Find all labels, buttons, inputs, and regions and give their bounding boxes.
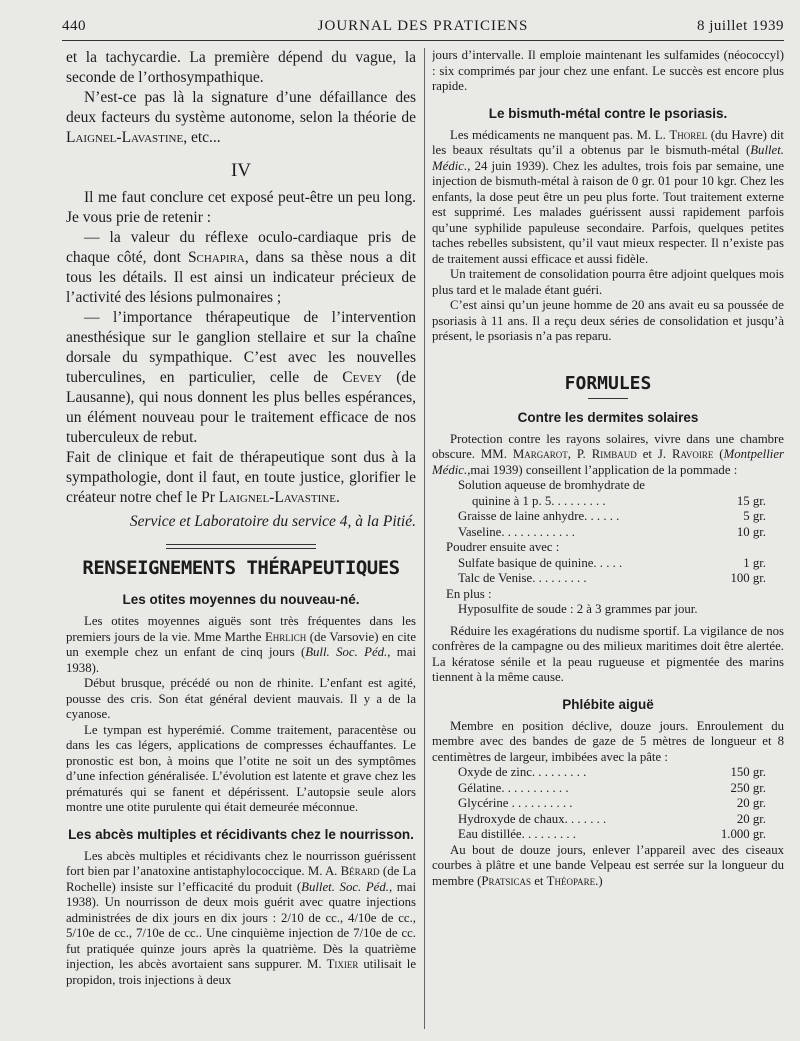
paragraph: — la valeur du réflexe oculo-cardiaque pris de chaque côté, dont Schapira, dans sa thèse nous a dit tous les détails. Il est ainsi un indicateur précieux de l’activité des lésions pulmonaires ; [66, 229, 416, 306]
signature-line: Service et Laboratoire du service 4, à la Pitié. [129, 513, 416, 530]
author-name: Bérard [340, 864, 380, 878]
double-rule [166, 544, 316, 549]
article-title: Les abcès multiples et récidivants chez le nourrisson. [68, 826, 414, 842]
instruction-line: Poudrer ensuite avec : [446, 540, 560, 554]
prescription-row: quinine à 1 p. 5. . . . . . . . . 15 gr. [472, 493, 766, 508]
paragraph: Fait de clinique et fait de thérapeutique sont dus à la sympathologie, dont il faut, en toute justice, glorifier le créateur notre chef le Pr Laignel-Lavastine. [66, 449, 416, 506]
paragraph: Les abcès multiples et récidivants chez le nourrisson guérissent fort bien par l’anatoxine antistaphylococcique. M. A. Bérard (de La Rochelle) insiste sur l’efficacité du produit (Bullet. Soc. Péd., mai 1938). Un nourrisson de deux mois guérit avec quatre injections administrées de dix jours en dix jours : 2/10 de cc., 4/10e de cc., 5/10e de cc., 7/10e de cc.. Une cinquième injection de 7/10e de cc. fut pratiquée quinze jours après la quatrième. Dès la quatrième injection, les abcès avortaient sans suppurer. M. Tixier utilisait le propidon, trois injections à deux [66, 848, 416, 987]
prescription-list [432, 556, 784, 587]
prescription-list [432, 478, 784, 540]
paragraph: Il me faut conclure cet exposé peut-être un peu long. Je vous prie de retenir : [66, 189, 416, 226]
paragraph: N’est-ce pas là la signature d’une défaillance des deux facteurs du système autonome, selon la théorie de Laignel-Lavastine, etc... [66, 89, 416, 146]
author-name: Laignel-Lavastine [218, 489, 336, 506]
instruction-line: En plus : [446, 586, 492, 601]
left-column [66, 48, 416, 1033]
prescription-row: Vaseline. . . . . . . . . . . . 10 gr. [458, 524, 766, 539]
paragraph: Le tympan est hyperémié. Comme traitement, paracentèse ou dans les cas légers, applications de compresses échauffantes. Le pronostic est bon, à moins que l’otite ne soit un des symptômes d’une infection généralisée. L’évolution est latente et grave chez les prématurés qui se fanent et dépérissent. L’autopsie seule alors montre une otite purulente qui était demeurée méconnue. [66, 722, 416, 814]
prescription-row: Oxyde de zinc. . . . . . . . . 150 gr. [458, 765, 766, 779]
author-name: Schapira [187, 249, 245, 266]
prescription-row: Solution aqueuse de bromhydrate de [458, 478, 645, 492]
section-numeral: IV [230, 160, 252, 181]
author-name: Tixier [326, 957, 359, 971]
prescription-row: Sulfate basique de quinine. . . . . 1 gr. [458, 555, 766, 570]
author-name: Ehrlich [264, 629, 307, 644]
prescription-row: Hydroxyde de chaux. . . . . . . 20 gr. [458, 811, 766, 826]
page-header [62, 10, 784, 41]
section-title: RENSEIGNEMENTS THÉRAPEUTIQUES [82, 557, 400, 579]
prescription-row: Talc de Venise. . . . . . . . . 100 gr. [458, 571, 766, 585]
paragraph: jours d’intervalle. Il emploie maintenant les sulfamides (néococcyl) : six comprimés par jour chez une enfant. Le succès est encore plus rapide. [432, 48, 784, 93]
author-name: Pratsicas [481, 873, 532, 888]
author-name: Margarot [512, 447, 568, 461]
author-name: Rimbaud [591, 447, 637, 461]
author-name: Ravoire [671, 447, 714, 461]
article-title: Le bismuth-métal contre le psoriasis. [488, 105, 728, 121]
paragraph: et la tachycardie. La première dépend du vague, la seconde de l’orthosympathique. [66, 49, 416, 86]
paragraph: Les otites moyennes aiguës sont très fréquentes dans les premiers jours de la vie. Mme Marthe Ehrlich (de Varsovie) en cite un exemple chez un enfant de cinq jours (Bull. Soc. Péd., mai 1938). [66, 614, 416, 675]
prescription-row: Gélatine. . . . . . . . . . . 250 gr. [458, 780, 766, 795]
paragraph: C’est ainsi qu’un jeune homme de 20 ans avait eu sa poussée de psoriasis à 11 ans. Il a reçu deux séries de consolidation et jusqu’à présent, le psoriasis n’a pas reparu. [432, 298, 784, 343]
author-name: Thorel [669, 127, 708, 142]
paragraph: Membre en position déclive, douze jours. Enroulement du membre avec des bandes de gaze de 5 mètres de longueur et 8 centimètres de largeur, imbibées avec la pâte : [432, 718, 784, 764]
prescription-row: Glycérine . . . . . . . . . . 20 gr. [458, 796, 766, 810]
column-divider [424, 48, 425, 1029]
reference: Montpellier Médic. [432, 447, 784, 477]
paragraph: Protection contre les rayons solaires, vivre dans une chambre obscure. MM. Margarot, P. Rimbaud et J. Ravoire (Montpellier Médic.,mai 1939) conseillent l’application de la pommade : [432, 431, 784, 477]
paragraph: Au bout de douze jours, enlever l’appareil avec des ciseaux courbes à plâtre et une bande Velpeau est serrée sur la longueur du membre (Pratsicas et Théopare.) [432, 842, 784, 888]
author-name: Théopare [546, 873, 596, 888]
prescription-row: Eau distillée. . . . . . . . . 1.000 gr. [458, 827, 766, 841]
right-column [432, 48, 784, 1033]
short-rule [588, 398, 628, 399]
paragraph: — l’importance thérapeutique de l’intervention anesthésique sur le ganglion stellaire et sur la chaîne dorsale du sympathique. C’est avec les nouvelles tuberculines, en particulier, celle de Cevey (de Lausanne), qui nous donnent les plus belles espérances, un élément nouveau pour le traitement efficace de nos tuberculeux de rebut. [66, 309, 416, 446]
article-title: Contre les dermites solaires [517, 409, 699, 425]
journal-title: JOURNAL DES PRATICIENS [317, 18, 529, 34]
paragraph: Début brusque, précédé ou non de rhinite. L’enfant est agité, pousse des cris. Son état général devient mauvais. Il y a de la cyanose. [66, 676, 416, 721]
formulas-title: FORMULES [564, 372, 652, 394]
instruction-line: Hyposulfite de soude : 2 à 3 grammes par jour. [458, 602, 698, 616]
paragraph: Les médicaments ne manquent pas. M. L. Thorel (du Havre) dit les beaux résultats qu’il a obtenus par le bismuth-métal (Bullet. Médic., 24 juin 1939). Chez les adultes, trois fois par semaine, une injection de bismuth-métal à raison de 0 gr. 01 pour 10 kgr. Chez les enfants, la dose peut être un peu plus forte. Tout traitement externe est supprimé. Les malades guérissent aussi rapidement parfois qu’une syphilide papuleuse secondaire. Parfois, quelques petites taches rebelles subsistent, qu’il vaut mieux respecter. Il n’existe pas de traitement aussi efficace et aussi fidèle. [432, 127, 784, 266]
reference: Bullet. Soc. Péd. [301, 879, 389, 894]
page-number: 440 [62, 18, 86, 34]
paragraph: Un traitement de consolidation pourra être adjoint quelques mois plus tard et le malade étant guéri. [432, 267, 784, 297]
reference: Bullet. Médic. [432, 143, 784, 173]
prescription-list [432, 765, 784, 843]
prescription-row: Graisse de laine anhydre. . . . . . 5 gr. [458, 509, 766, 523]
issue-date: 8 juillet 1939 [697, 18, 784, 34]
author-name: Laignel-Lavastine [66, 129, 184, 146]
author-name: Cevey [342, 369, 382, 386]
paragraph: Réduire les exagérations du nudisme sportif. La vigilance de nos confrères de la campagne ou des milieux maritimes doit être alertée. La kératose sénile et la peau rugueuse et pigmentée des marins tiennent à la même cause. [432, 623, 784, 684]
article-title: Les otites moyennes du nouveau-né. [122, 592, 360, 607]
article-title: Phlébite aiguë [562, 696, 654, 712]
reference: Bull. Soc. Péd. [305, 645, 388, 659]
